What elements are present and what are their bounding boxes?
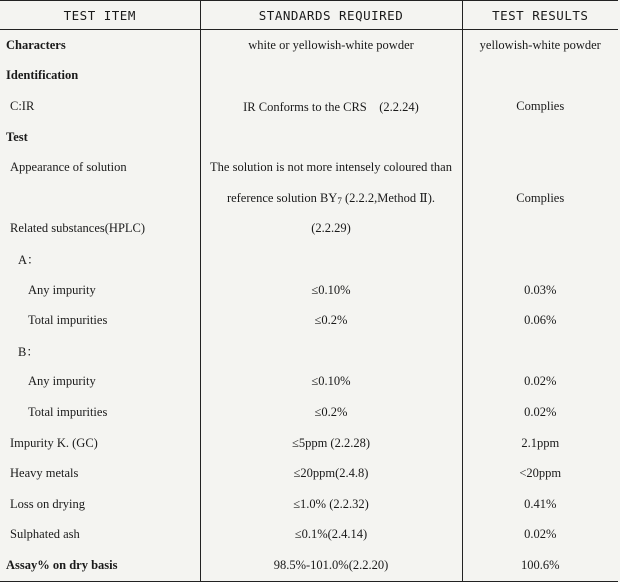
row-standard: 98.5%-101.0%(2.2.20) <box>200 550 462 581</box>
row-result: 2.1ppm <box>462 428 618 459</box>
row-item: Any impurity <box>28 374 96 389</box>
row-result: 0.02% <box>462 367 618 398</box>
row-standard <box>200 183 462 214</box>
row-result: 0.02% <box>462 520 618 551</box>
table-row <box>0 305 618 336</box>
header-standards-required: STANDARDS REQUIRED <box>200 1 462 30</box>
row-result: 0.06% <box>462 305 618 336</box>
row-standard <box>200 122 462 153</box>
table-row <box>0 458 618 489</box>
header-test-item: TEST ITEM <box>0 1 200 30</box>
standard-text-pre: reference solution BY <box>226 191 338 206</box>
row-standard: IR Conforms to the CRS (2.2.24) <box>200 91 462 122</box>
table-row <box>0 428 618 459</box>
table-row <box>0 275 618 306</box>
row-result: 0.03% <box>462 275 618 306</box>
row-item: Related substances(HPLC) <box>10 221 146 236</box>
row-standard <box>200 244 462 275</box>
standard-text-post: (2.2.2,Method Ⅱ). <box>341 191 436 206</box>
row-result <box>462 152 618 183</box>
row-item: Assay% on dry basis <box>0 550 200 581</box>
row-standard: The solution is not more intensely coloured than <box>200 152 462 183</box>
row-item <box>0 183 200 214</box>
header-test-results: TEST RESULTS <box>462 1 618 30</box>
row-result: Complies <box>462 183 618 214</box>
row-item: A： <box>18 253 40 268</box>
table-row <box>0 183 618 214</box>
row-standard: ≤0.2% <box>200 305 462 336</box>
row-item: Impurity K. (GC) <box>10 435 98 450</box>
row-result: 0.41% <box>462 489 618 520</box>
table-row <box>0 91 618 122</box>
row-item: C:IR <box>10 98 35 113</box>
row-result <box>462 61 618 92</box>
row-standard: ≤0.10% <box>200 367 462 398</box>
table-header-row <box>0 1 618 30</box>
table-row <box>0 397 618 428</box>
row-item: Loss on drying <box>10 496 85 511</box>
row-item: B： <box>18 345 39 360</box>
row-standard <box>200 61 462 92</box>
table-row <box>0 489 618 520</box>
table-row <box>0 367 618 398</box>
row-result: <20ppm <box>462 458 618 489</box>
row-item: Appearance of solution <box>10 160 127 175</box>
row-item: Heavy metals <box>10 466 79 481</box>
row-result: 100.6% <box>462 550 618 581</box>
row-result: Complies <box>462 91 618 122</box>
table-row <box>0 520 618 551</box>
row-standard: ≤0.10% <box>200 275 462 306</box>
row-standard: (2.2.29) <box>200 214 462 245</box>
row-result: yellowish-white powder <box>462 30 618 61</box>
row-standard: ≤0.2% <box>200 397 462 428</box>
table-row <box>0 550 618 581</box>
row-result <box>462 336 618 367</box>
row-result <box>462 122 618 153</box>
row-standard <box>200 336 462 367</box>
row-result <box>462 244 618 275</box>
row-item: Total impurities <box>28 313 108 328</box>
row-standard: ≤5ppm (2.2.28) <box>200 428 462 459</box>
row-item: Characters <box>6 37 66 52</box>
table-row <box>0 214 618 245</box>
row-standard: white or yellowish-white powder <box>200 30 462 61</box>
row-standard: ≤20ppm(2.4.8) <box>200 458 462 489</box>
row-result <box>462 214 618 245</box>
row-item: Identification <box>6 68 79 83</box>
row-item: Any impurity <box>28 282 96 297</box>
row-standard: ≤1.0% (2.2.32) <box>200 489 462 520</box>
row-standard: ≤0.1%(2.4.14) <box>200 520 462 551</box>
row-result: 0.02% <box>462 397 618 428</box>
table-row <box>0 30 618 61</box>
row-item: Total impurities <box>28 404 108 419</box>
row-item: Sulphated ash <box>10 527 80 542</box>
table-row <box>0 244 618 275</box>
row-item: Test <box>6 129 28 144</box>
table-row <box>0 336 618 367</box>
table-row <box>0 122 618 153</box>
subscript-value: 7 <box>337 196 342 207</box>
table-row <box>0 61 618 92</box>
table-row <box>0 152 618 183</box>
